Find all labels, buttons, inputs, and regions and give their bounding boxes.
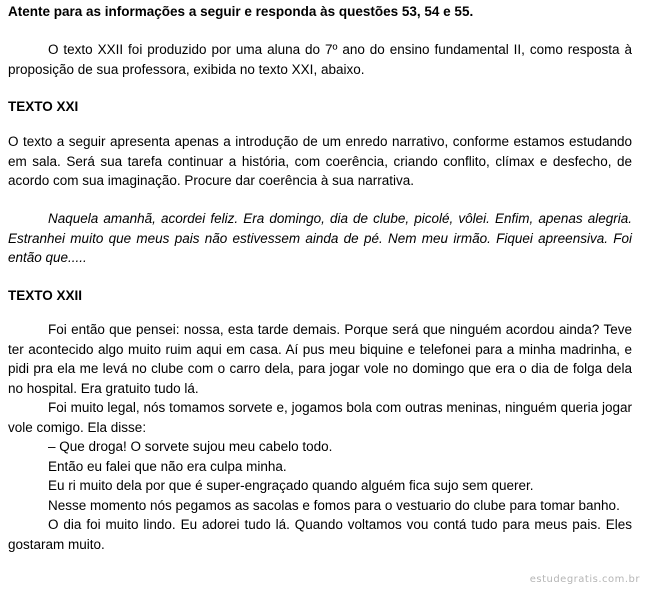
- narration-line: Eu ri muito dela por que é super-engraçado quando alguém fica sujo sem querer.: [48, 478, 534, 493]
- dialogue-line: – Que droga! O sorvete sujou meu cabelo todo.: [48, 439, 333, 454]
- narration-line: Nesse momento nós pegamos as sacolas e fomos para o vestuario do clube para tomar banho.: [48, 497, 620, 513]
- narration-line: Então eu falei que não era culpa minha.: [48, 458, 287, 474]
- texto-xxii-body: [8, 320, 632, 554]
- texto-xxi-instruction: O texto a seguir apresenta apenas a introdução de um enredo narrativo, conforme estamos estudando em sala. Será sua tarefa continuar a história, com coerência, criando conflito, clímax e desfecho, de acordo com sua imaginação. Procure dar coerência à sua narrativa.: [8, 134, 632, 188]
- texto-xxii-paragraph-1: Foi então que pensei: nossa, esta tarde demais. Porque será que ninguém acordou ainda? Teve ter acontecido algo muito ruim aqui em casa. Aí pus meu biquine e telefonei para a minha madrinha, e pidi pra ela me levá no clube com o carro dela, para jogar vole no domingo que era o dia de folga dela no hospital. Era gratuito tudo lá.: [8, 322, 632, 396]
- heading: Atente para as informações a seguir e responda às questões 53, 54 e 55.: [8, 4, 474, 19]
- texto-xxi-title: TEXTO XXI: [8, 99, 79, 114]
- watermark: estudegratis.com.br: [529, 574, 640, 585]
- texto-xxii-closing-paragraph: O dia foi muito lindo. Eu adorei tudo lá. Quando voltamos vou contá tudo para meus pais. Eles gostaram muito.: [8, 517, 632, 552]
- texto-xxi-story: Naquela amanhã, acordei feliz. Era domingo, dia de clube, picolé, vôlei. Enfim, apenas alegria. Estranhei muito que meus pais não estivessem ainda de pé. Nem meu irmão. Fiquei apreensiva. Foi então que.....: [8, 211, 632, 265]
- texto-xxii-title: TEXTO XXII: [8, 288, 83, 303]
- intro-paragraph: O texto XXII foi produzido por uma aluna do 7º ano do ensino fundamental II, como resposta à proposição de sua professora, exibida no texto XXI, abaixo.: [8, 42, 632, 77]
- texto-xxii-paragraph-2: Foi muito legal, nós tomamos sorvete e, jogamos bola com outras meninas, ninguém queria jogar vole comigo. Ela disse:: [8, 400, 632, 435]
